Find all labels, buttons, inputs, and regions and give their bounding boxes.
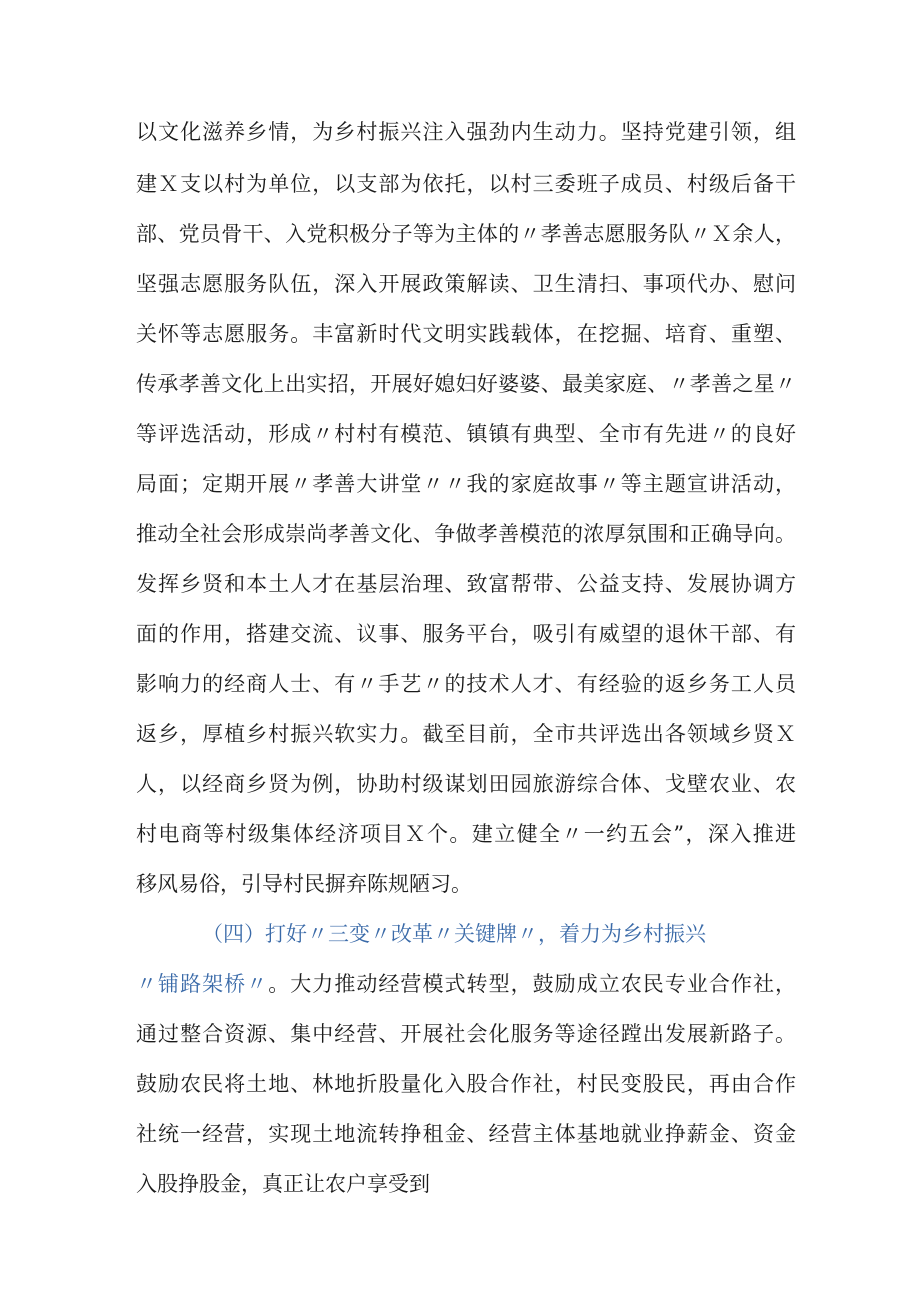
heading-highlight: 〃铺路架桥〃 — [136, 972, 269, 996]
paragraph-line: 局面；定期开展〃孝善大讲堂〃〃我的家庭故事〃等主题宣讲活动， — [136, 472, 796, 496]
paragraph-line: 面的作用，搭建交流、议事、服务平台，吸引有威望的退休干部、有 — [136, 622, 796, 646]
paragraph-line: 以文化滋养乡情，为乡村振兴注入强劲内生动力。坚持党建引领，组 — [136, 120, 796, 144]
paragraph-line: 传承孝善文化上出实招，开展好媳妇好婆婆、最美家庭、〃孝善之星〃 — [136, 372, 796, 396]
paragraph-line: 等评选活动，形成〃村村有模范、镇镇有典型、全市有先进〃的良好 — [136, 422, 796, 446]
paragraph-line: 入股挣股金，真正让农户享受到 — [136, 1172, 430, 1196]
paragraph-line: 建Ｘ支以村为单位，以支部为依托，以村三委班子成员、村级后备干 — [136, 172, 796, 196]
heading-continuation-text: 。大力推动经营模式转型，鼓励成立农民专业合作社， — [268, 972, 796, 996]
paragraph-line: 社统一经营，实现土地流转挣租金、经营主体基地就业挣薪金、资金 — [136, 1122, 796, 1146]
paragraph-line: 关怀等志愿服务。丰富新时代文明实践载体，在挖掘、培育、重塑、 — [136, 322, 796, 346]
paragraph-line: 鼓励农民将土地、林地折股量化入股合作社，村民变股民，再由合作 — [136, 1072, 796, 1096]
paragraph-line: 坚强志愿服务队伍，深入开展政策解读、卫生清扫、事项代办、慰问 — [136, 272, 796, 296]
paragraph-line: 返乡，厚植乡村振兴软实力。截至目前，全市共评选出各领域乡贤Ｘ — [136, 722, 796, 746]
paragraph-line: 通过整合资源、集中经营、开展社会化服务等途径蹚出发展新路子。 — [136, 1022, 796, 1046]
paragraph-line: 发挥乡贤和本土人才在基层治理、致富帮带、公益支持、发展协调方 — [136, 572, 796, 596]
section-heading: （四）打好〃三变〃改革〃关键牌〃，着力为乡村振兴 — [202, 922, 706, 946]
paragraph-line: 移风易俗，引导村民摒弃陈规陋习。 — [136, 872, 472, 896]
paragraph-line: 部、党员骨干、入党积极分子等为主体的〃孝善志愿服务队〃Ｘ余人， — [136, 222, 796, 246]
paragraph-line: 推动全社会形成崇尚孝善文化、争做孝善模范的浓厚氛围和正确导向。 — [136, 522, 796, 546]
paragraph-line: 村电商等村级集体经济项目Ｘ个。建立健全〃一约五会”，深入推进 — [136, 822, 796, 846]
paragraph-line: 人，以经商乡贤为例，协助村级谋划田园旅游综合体、戈壁农业、农 — [136, 772, 796, 796]
section-heading-continuation — [136, 964, 796, 1004]
paragraph-line: 影响力的经商人士、有〃手艺〃的技术人才、有经验的返乡务工人员 — [136, 672, 796, 696]
